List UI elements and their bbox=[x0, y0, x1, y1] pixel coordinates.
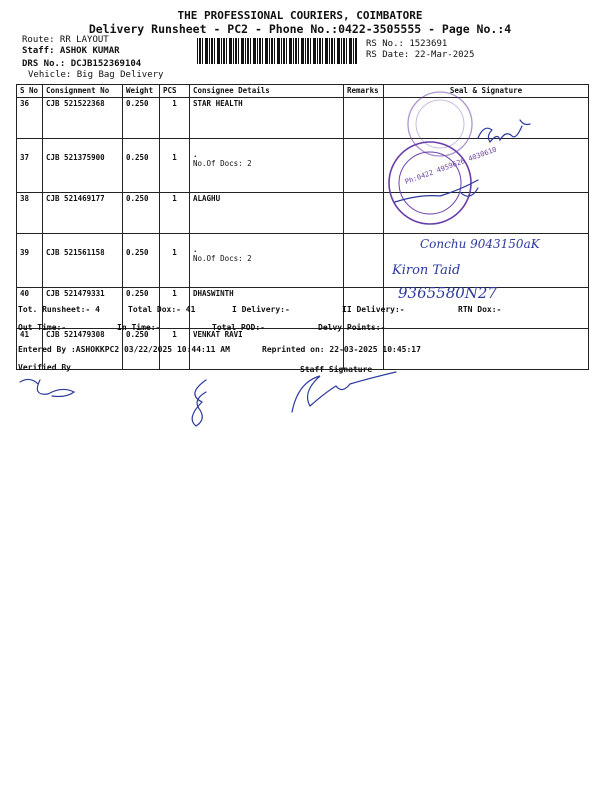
consignee-name: VENKAT RAVI bbox=[193, 330, 243, 339]
cell-weight: 0.250 bbox=[123, 139, 160, 193]
cell-weight: 0.250 bbox=[123, 288, 160, 329]
cell-sno: 40 bbox=[17, 288, 43, 329]
vehicle: Vehicle: Big Bag Delivery bbox=[28, 70, 164, 80]
col-pcs: PCS bbox=[160, 85, 190, 98]
reprinted-on: Reprinted on: 22-03-2025 10:45:17 bbox=[262, 345, 421, 354]
route: Route: RR LAYOUT bbox=[22, 35, 109, 45]
total-dox: Total Dox:- 41 bbox=[128, 305, 196, 314]
cell-pcs: 1 bbox=[160, 193, 190, 234]
col-remarks: Remarks bbox=[344, 85, 384, 98]
rs-date: RS Date: 22-Mar-2025 bbox=[366, 50, 475, 60]
cell-pcs: 1 bbox=[160, 288, 190, 329]
col-sno: S No bbox=[17, 85, 43, 98]
doc-count: No.Of Docs: 2 bbox=[193, 159, 252, 168]
cell-sno: 36 bbox=[17, 98, 43, 139]
cell-sno: 38 bbox=[17, 193, 43, 234]
cell-consignment: CJB 521479308 bbox=[43, 329, 123, 370]
in-time: In Time:- bbox=[117, 323, 161, 332]
handwriting-row41-name: Kiron Taid bbox=[392, 263, 461, 278]
total-pod: Total POD:- bbox=[212, 323, 265, 332]
handwriting-row40: Conchu 9043150aK bbox=[420, 237, 540, 251]
entered-by: Entered By :ASHOKKPC2 03/22/2025 10:44:11 AM bbox=[18, 345, 230, 354]
col-consignee: Consignee Details bbox=[190, 85, 344, 98]
consignee-name: . bbox=[193, 150, 198, 159]
cell-consignment: CJB 521561158 bbox=[43, 234, 123, 288]
company-name: THE PROFESSIONAL COURIERS, COIMBATORE bbox=[177, 9, 423, 22]
cell-sno: 39 bbox=[17, 234, 43, 288]
drs-number: DRS No.: DCJB152369104 bbox=[22, 59, 142, 69]
staff-signature: Staff Signature bbox=[300, 365, 373, 374]
consignee-name: . bbox=[193, 245, 198, 254]
doc-count: No.Of Docs: 2 bbox=[193, 254, 252, 263]
rtn-dox: RTN Dox:- bbox=[458, 305, 502, 314]
ii-delivery: II Delivery:- bbox=[342, 305, 405, 314]
cell-consignment: CJB 521522368 bbox=[43, 98, 123, 139]
tot-runsheet: Tot. Runsheet:- 4 bbox=[18, 305, 100, 314]
cell-pcs: 1 bbox=[160, 139, 190, 193]
col-weight: Weight bbox=[123, 85, 160, 98]
verified-by: Verified By bbox=[18, 363, 71, 372]
runsheet-title: Delivery Runsheet - PC2 - Phone No.:0422-3505555 - Page No.:4 bbox=[88, 22, 512, 36]
cell-consignment: CJB 521469177 bbox=[43, 193, 123, 234]
stamp-text: Ph:0422 4959626 4030610 bbox=[403, 145, 498, 187]
col-consignment: Consignment No bbox=[43, 85, 123, 98]
cell-weight: 0.250 bbox=[123, 234, 160, 288]
cell-weight: 0.250 bbox=[123, 98, 160, 139]
consignee-name: STAR HEALTH bbox=[193, 99, 243, 108]
out-time: Out Time:- bbox=[18, 323, 67, 332]
consignee-name: ALAGHU bbox=[193, 194, 221, 203]
cell-pcs: 1 bbox=[160, 329, 190, 370]
handwriting-row41-phone: 9365580N27 bbox=[398, 284, 498, 302]
cell-weight: 0.250 bbox=[123, 193, 160, 234]
cell-pcs: 1 bbox=[160, 234, 190, 288]
rs-number: RS No.: 1523691 bbox=[366, 39, 448, 49]
delvy-points: Delvy Points:- bbox=[318, 323, 386, 332]
col-seal: Seal & Signature bbox=[384, 85, 589, 98]
staff-name: Staff: ASHOK KUMAR bbox=[22, 46, 120, 56]
cell-weight: 0.250 bbox=[123, 329, 160, 370]
cell-consignment: CJB 521479331 bbox=[43, 288, 123, 329]
consignee-name: DHASWINTH bbox=[193, 289, 234, 298]
i-delivery: I Delivery:- bbox=[232, 305, 290, 314]
cell-pcs: 1 bbox=[160, 98, 190, 139]
cell-sno: 37 bbox=[17, 139, 43, 193]
cell-sno: 41 bbox=[17, 329, 43, 370]
cell-consignment: CJB 521375900 bbox=[43, 139, 123, 193]
